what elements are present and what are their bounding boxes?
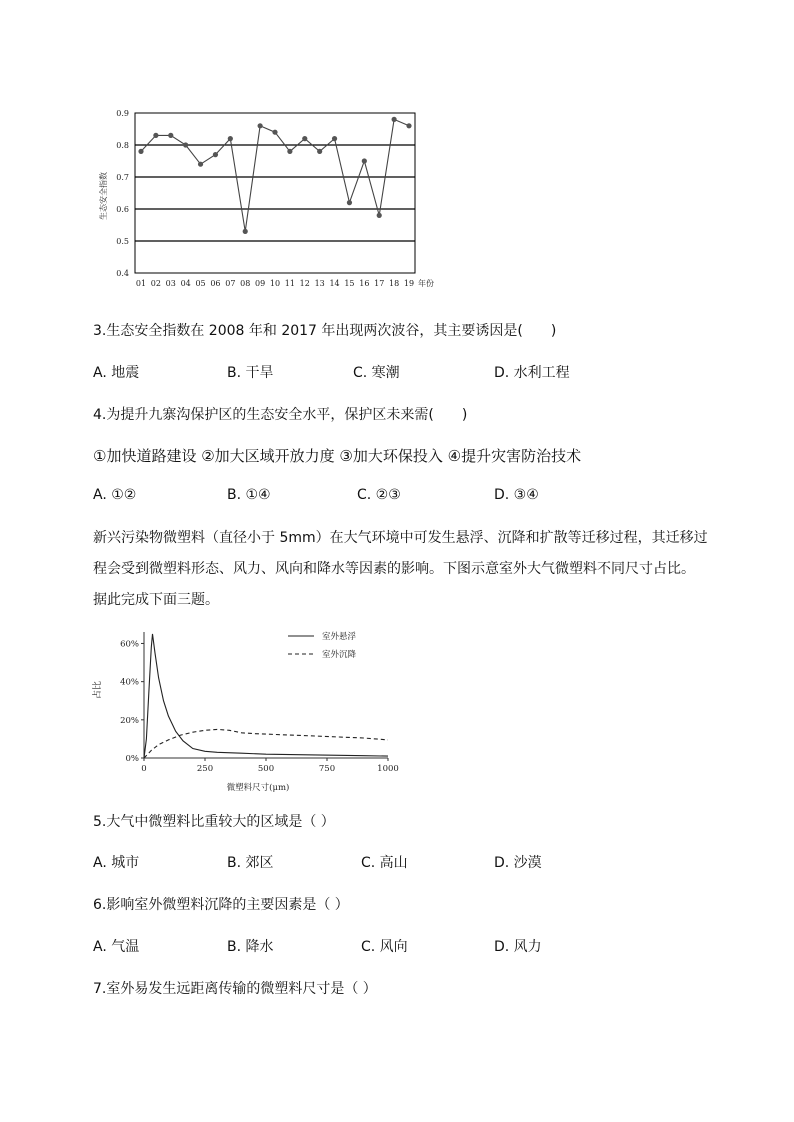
chart1-x-tick-label: 04 bbox=[180, 279, 191, 288]
chart1-data-point bbox=[258, 123, 263, 128]
question-3: 3.生态安全指数在 2008 年和 2017 年出现两次波谷，其主要诱因是( ) bbox=[93, 323, 557, 339]
q6-option-b[interactable]: B. 降水 bbox=[227, 939, 274, 955]
chart1-data-point bbox=[228, 136, 233, 141]
chart2-x-tick-label: 250 bbox=[196, 764, 214, 774]
chart1-y-tick-label: 0.6 bbox=[116, 205, 129, 214]
chart1-data-point bbox=[287, 149, 292, 154]
chart1-x-tick-label: 07 bbox=[225, 279, 236, 288]
chart1-x-tick-label: 09 bbox=[255, 279, 266, 288]
chart1-x-tick-label: 01 bbox=[135, 279, 147, 288]
chart2-x-tick-label: 500 bbox=[257, 764, 275, 774]
chart2-legend bbox=[288, 631, 357, 660]
chart1-series bbox=[138, 117, 411, 234]
question-7: 7.室外易发生远距离传输的微塑料尺寸是（ ） bbox=[93, 981, 377, 997]
q6-option-a[interactable]: A. 气温 bbox=[93, 939, 140, 955]
q6-option-c[interactable]: C. 风向 bbox=[361, 939, 408, 955]
chart1-data-point bbox=[392, 117, 397, 122]
chart1-x-tick-label: 19 bbox=[403, 279, 415, 288]
chart1-data-point bbox=[153, 133, 158, 138]
chart1-x-tick-label: 15 bbox=[344, 279, 355, 288]
q3-option-d[interactable]: D. 水利工程 bbox=[494, 365, 570, 381]
chart1-y-tick-label: 0.5 bbox=[116, 237, 129, 246]
chart1-y-tick-label: 0.4 bbox=[116, 269, 129, 278]
chart1-x-tick-label: 14 bbox=[329, 279, 340, 288]
q4-choice-items: ①加快道路建设 ②加大区域开放力度 ③加大环保投入 ④提升灾害防治技术 bbox=[93, 447, 582, 465]
chart1-x-ticks bbox=[136, 278, 434, 288]
chart2-x-axis-label: 微塑料尺寸(μm) bbox=[226, 783, 290, 793]
chart1-x-tick-label: 12 bbox=[299, 279, 310, 288]
chart1-data-point bbox=[198, 162, 203, 167]
chart1-data-point bbox=[213, 152, 218, 157]
q5-option-a[interactable]: A. 城市 bbox=[93, 855, 140, 871]
microplastic-size-chart bbox=[88, 624, 406, 794]
chart1-data-point bbox=[138, 149, 143, 154]
chart1-data-point bbox=[183, 142, 188, 147]
chart1-data-point bbox=[272, 130, 277, 135]
q3-option-b[interactable]: B. 干旱 bbox=[227, 365, 274, 381]
eco-safety-index-chart bbox=[95, 100, 440, 295]
passage-line-1: 新兴污染物微塑料（直径小于 5mm）在大气环境中可发生悬浮、沉降和扩散等迁移过程，其迁移过 bbox=[93, 530, 708, 546]
chart1-data-point bbox=[406, 123, 411, 128]
question-6: 6.影响室外微塑料沉降的主要因素是（ ） bbox=[93, 897, 349, 913]
chart1-data-point bbox=[168, 133, 173, 138]
chart2-x-ticks bbox=[141, 758, 399, 774]
q4-option-c[interactable]: C. ②③ bbox=[357, 487, 401, 503]
chart1-x-tick-label: 08 bbox=[240, 279, 251, 288]
q3-option-c[interactable]: C. 寒潮 bbox=[353, 365, 400, 381]
chart1-data-point bbox=[347, 200, 352, 205]
chart1-y-ticks bbox=[116, 109, 129, 278]
chart2-y-tick-label: 60% bbox=[120, 639, 139, 650]
chart2-legend-label: 室外沉降 bbox=[322, 650, 357, 660]
q5-option-d[interactable]: D. 沙漠 bbox=[494, 855, 542, 871]
chart1-x-tick-label: 11 bbox=[284, 279, 295, 288]
q6-option-d[interactable]: D. 风力 bbox=[494, 939, 542, 955]
q5-option-b[interactable]: B. 郊区 bbox=[227, 855, 274, 871]
chart1-data-point bbox=[332, 136, 337, 141]
chart1-data-point bbox=[362, 158, 367, 163]
chart1-data-point bbox=[317, 149, 322, 154]
passage-line-2: 程会受到微塑料形态、风力、风向和降水等因素的影响。下图示意室外大气微塑料不同尺寸占比。 bbox=[93, 561, 695, 577]
chart1-data-point bbox=[243, 229, 248, 234]
chart1-data-point bbox=[302, 136, 307, 141]
chart1-x-tick-label: 02 bbox=[150, 279, 161, 288]
q5-option-c[interactable]: C. 高山 bbox=[361, 855, 408, 871]
chart1-y-tick-label: 0.7 bbox=[116, 173, 129, 182]
q4-option-a[interactable]: A. ①② bbox=[93, 487, 137, 503]
chart2-y-tick-label: 20% bbox=[120, 715, 139, 726]
q4-option-b[interactable]: B. ①④ bbox=[227, 487, 271, 503]
q3-option-a[interactable]: A. 地震 bbox=[93, 365, 140, 381]
chart2-y-tick-label: 40% bbox=[120, 677, 139, 688]
question-5: 5.大气中微塑料比重较大的区域是（ ） bbox=[93, 814, 335, 830]
chart1-x-tick-label: 17 bbox=[374, 279, 385, 288]
chart1-data-point bbox=[377, 213, 382, 218]
q4-option-d[interactable]: D. ③④ bbox=[494, 487, 539, 503]
chart1-x-tick-label: 16 bbox=[359, 279, 370, 288]
chart1-x-tick-label: 05 bbox=[195, 279, 206, 288]
chart2-legend-label: 室外悬浮 bbox=[322, 632, 357, 642]
chart2-y-tick-label: 0% bbox=[125, 754, 139, 764]
chart1-y-axis-label: 生态安全指数 bbox=[99, 172, 108, 220]
chart1-x-tick-label: 06 bbox=[210, 279, 221, 288]
chart2-y-axis-label: 占比 bbox=[93, 680, 103, 700]
chart1-x-axis-label: 年份 bbox=[418, 279, 434, 288]
passage-line-3: 据此完成下面三题。 bbox=[93, 592, 219, 608]
question-4: 4.为提升九寨沟保护区的生态安全水平，保护区未来需( ) bbox=[93, 407, 468, 423]
chart2-x-tick-label: 1000 bbox=[377, 764, 399, 774]
chart1-series-line bbox=[141, 119, 409, 231]
chart2-y-ticks bbox=[120, 639, 144, 764]
chart1-x-tick-label: 10 bbox=[269, 279, 281, 288]
chart1-y-tick-label: 0.9 bbox=[116, 109, 129, 118]
chart2-x-tick-label: 0 bbox=[141, 764, 147, 774]
chart1-x-tick-label: 03 bbox=[165, 279, 176, 288]
chart1-x-tick-label: 13 bbox=[314, 279, 325, 288]
chart2-x-tick-label: 750 bbox=[318, 764, 336, 774]
chart1-y-tick-label: 0.8 bbox=[116, 141, 129, 150]
chart1-x-tick-label: 18 bbox=[389, 279, 400, 288]
